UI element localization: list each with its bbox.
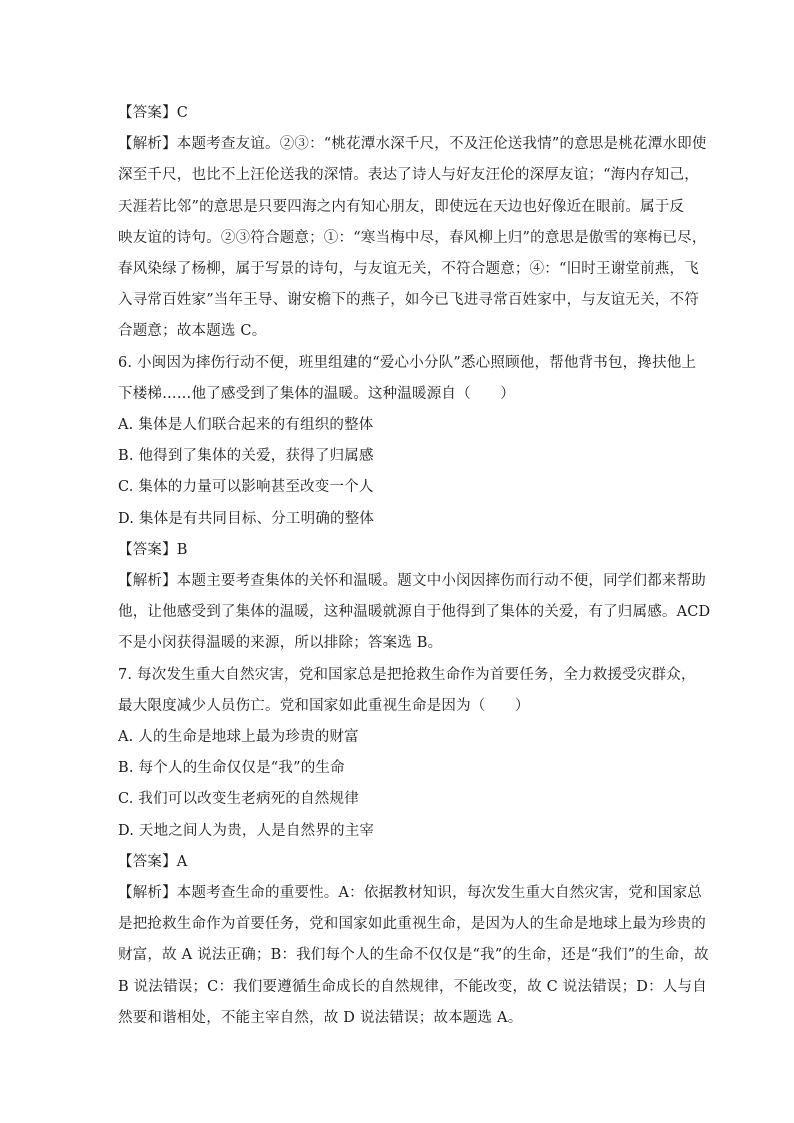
q6-stem-line: 6. 小闽因为摔伤行动不便，班里组建的“爱心小分队”悉心照顾他，帮他背书包，搀扶他上 <box>118 354 697 371</box>
q7-answer: 【答案】A <box>118 853 188 870</box>
q7-stem <box>118 660 696 722</box>
q7-analysis-line: 然要和谐相处，不能主宰自然，故 D 说法错误；故本题选 A。 <box>118 1009 523 1026</box>
q6-answer: 【答案】B <box>118 541 188 558</box>
q7-analysis <box>118 878 709 1034</box>
q6-option-c: C. 集体的力量可以影响甚至改变一个人 <box>118 479 374 496</box>
q6-analysis <box>118 566 711 660</box>
q7-option-a: A. 人的生命是地球上最为珍贵的财富 <box>118 729 359 746</box>
q5-analysis-line: 春风染绿了杨柳，属于写景的诗句，与友谊无关，不符合题意；④：“旧时王谢堂前燕，飞 <box>118 261 699 278</box>
q6-option-a: A. 集体是人们联合起来的有组织的整体 <box>118 417 374 434</box>
q5-analysis-line: 深至千尺，也比不上汪伦送我的深情。表达了诗人与好友汪伦的深厚友谊；“海内存知己， <box>118 167 699 184</box>
document-page <box>118 98 711 1034</box>
q6-analysis-line: 【解析】本题主要考查集体的关怀和温暖。题文中小闵因摔伤而行动不便，同学们都来帮助 <box>118 573 706 590</box>
q7-analysis-line: B 说法错误；C：我们要遵循生命成长的自然规律，不能改变，故 C 说法错误；D：人与自 <box>118 978 707 995</box>
q6-option-d: D. 集体是有共同目标、分工明确的整体 <box>118 510 375 527</box>
q7-analysis-line: 【解析】本题考查生命的重要性。A：依据教材知识，每次发生重大自然灾害，党和国家总 <box>118 885 702 902</box>
q6-stem <box>118 348 697 410</box>
q7-analysis-line: 是把抢救生命作为首要任务，党和国家如此重视生命，是因为人的生命是地球上最为珍贵的 <box>118 916 706 933</box>
q6-option-b: B. 他得到了集体的关爱，获得了归属感 <box>118 448 374 465</box>
q5-answer: 【答案】C <box>118 105 189 121</box>
q6-analysis-line: 不是小闵获得温暖的来源，所以排除；答案选 B。 <box>118 635 443 652</box>
q5-analysis-line: 合题意；故本题选 C。 <box>118 323 267 340</box>
q5-analysis <box>118 129 707 347</box>
q7-option-b: B. 每个人的生命仅仅是“我”的生命 <box>118 760 345 777</box>
q7-stem-line: 7. 每次发生重大自然灾害，党和国家总是把抢救生命作为首要任务，全力救援受灾群众， <box>118 666 696 683</box>
q5-analysis-line: 【解析】本题考查友谊。②③：“桃花潭水深千尺，不及汪伦送我情”的意思是桃花潭水即使 <box>118 136 707 153</box>
q7-option-d: D. 天地之间人为贵，人是自然界的主宰 <box>118 822 375 839</box>
q5-analysis-line: 入寻常百姓家”当年王导、谢安檐下的燕子，如今已飞进寻常百姓家中，与友谊无关，不符 <box>118 292 699 309</box>
q7-stem-line: 最大限度减少人员伤亡。党和国家如此重视生命是因为（ ） <box>118 697 530 714</box>
q7-analysis-line: 财富，故 A 说法正确；B：我们每个人的生命不仅仅是“我”的生命，还是“我们”的生命，故 <box>118 947 709 964</box>
q6-stem-line: 下楼梯……他了感受到了集体的温暖。这种温暖源自（ ） <box>118 385 515 402</box>
q5-analysis-line: 天涯若比邻”的意思是只要四海之内有知心朋友，即使远在天边也好像近在眼前。属于反 <box>118 198 685 215</box>
q7-option-c: C. 我们可以改变生老病死的自然规律 <box>118 791 359 808</box>
q5-analysis-line: 映友谊的诗句。②③符合题意；①：“寒当梅中尽，春风柳上归”的意思是傲雪的寒梅已尽， <box>118 229 707 246</box>
q6-analysis-line: 他，让他感受到了集体的温暖，这种温暖就源自于他得到了集体的关爱，有了归属感。ACD <box>118 604 711 621</box>
